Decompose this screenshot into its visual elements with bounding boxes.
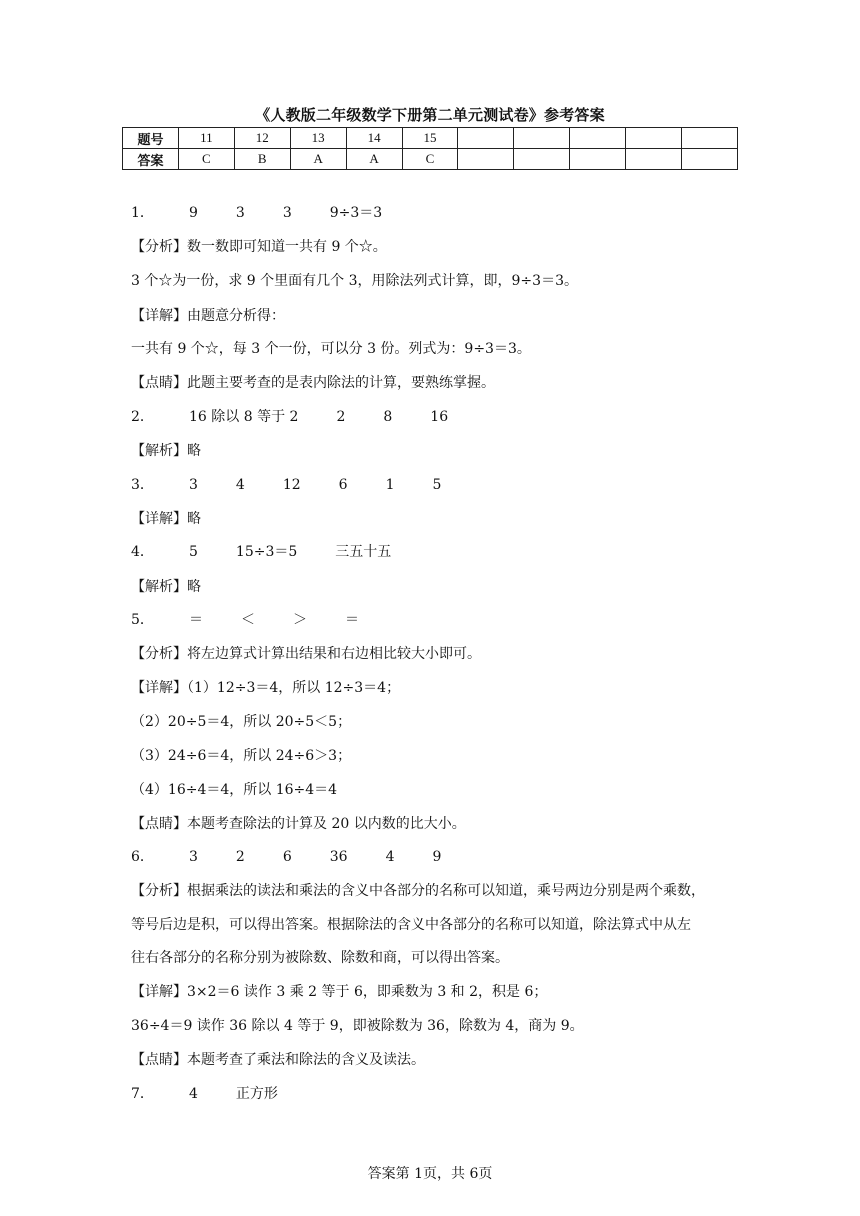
answer-value: 9 [432, 849, 442, 865]
answer-value: 15÷3＝5 [235, 544, 298, 560]
answer-value: 1 [385, 477, 395, 493]
answer-value: 2 [336, 409, 346, 425]
q6-number: 6． [131, 849, 154, 865]
q3-answer-line [131, 475, 479, 495]
q1-number: 1． [131, 205, 154, 221]
table-cell: C [178, 149, 234, 170]
answer-value: 4 [385, 849, 395, 865]
table-cell [514, 128, 570, 149]
q6-answer-line [131, 847, 479, 867]
q5-detail-2: （2）20÷5＝4，所以 20÷5＜5； [131, 714, 352, 730]
answer-value: ＝ [345, 612, 359, 628]
answer-value: 3 [189, 477, 198, 493]
answer-value: 3 [189, 849, 198, 865]
q4-number: 4． [131, 544, 154, 560]
table-cell: 14 [346, 128, 402, 149]
q4-analysis: 【解析】略 [131, 579, 201, 595]
answer-value: 8 [383, 409, 393, 425]
page-footer: 答案第 1页，共 6页 [367, 1166, 493, 1182]
table-cell [458, 149, 514, 170]
q3-number: 3． [131, 477, 154, 493]
q2-answer-line [131, 407, 486, 427]
q4-answer-line [131, 542, 429, 562]
table-cell: C [402, 149, 458, 170]
answer-value: 12 [282, 477, 301, 493]
answer-value: 16 [430, 409, 449, 425]
answer-value: 3 [235, 205, 245, 221]
answer-value: 3 [282, 205, 292, 221]
page-title: 《人教版二年级数学下册第二单元测试卷》参考答案 [255, 106, 605, 124]
q5-analysis: 【分析】将左边算式计算出结果和右边相比较大小即可。 [131, 646, 481, 662]
answer-value: 9÷3＝3 [329, 205, 383, 221]
q2-analysis: 【解析】略 [131, 443, 201, 459]
row-label: 答案 [123, 149, 179, 170]
table-cell: 11 [178, 128, 234, 149]
table-cell [682, 128, 738, 149]
answer-value: ＜ [241, 612, 255, 628]
answer-value: ＞ [293, 612, 307, 628]
table-cell [570, 128, 626, 149]
q6-detail-1: 【详解】3×2＝6 读作 3 乘 2 等于 6，即乘数为 3 和 2，积是 6； [131, 984, 548, 1000]
q1-analysis: 【分析】数一数即可知道一共有 9 个☆。 [131, 239, 387, 255]
answer-value: 9 [189, 205, 198, 221]
q6-comment: 【点睛】本题考查了乘法和除法的含义及读法。 [131, 1052, 425, 1068]
q5-answer-line [131, 610, 397, 630]
answer-value: 4 [235, 477, 245, 493]
answer-value: 正方形 [235, 1086, 278, 1102]
q1-detail-cont: 一共有 9 个☆，每 3 个一份，可以分 3 份。列式为：9÷3＝3。 [131, 341, 531, 357]
table-row [123, 128, 738, 149]
q6-detail-2: 36÷4＝9 读作 36 除以 4 等于 9，即被除数为 36，除数为 4，商为 9。 [131, 1018, 584, 1034]
answer-value: ＝ [189, 612, 203, 628]
q3-detail: 【详解】略 [131, 511, 201, 527]
answer-value: 5 [432, 477, 442, 493]
answer-value: 6 [338, 477, 348, 493]
table-cell: 13 [290, 128, 346, 149]
table-cell: 15 [402, 128, 458, 149]
table-cell [682, 149, 738, 170]
q7-number: 7． [131, 1086, 154, 1102]
q1-detail: 【详解】由题意分析得： [131, 308, 285, 324]
answer-value: 6 [282, 849, 292, 865]
table-row [123, 149, 738, 170]
q5-detail-4: （4）16÷4＝4，所以 16÷4＝4 [131, 782, 338, 798]
q6-analysis-1: 【分析】根据乘法的读法和乘法的含义中各部分的名称可以知道，乘号两边分别是两个乘数， [131, 883, 705, 899]
q6-analysis-3: 往右各部分的名称分别为被除数、除数和商，可以得出答案。 [131, 950, 509, 966]
row-label: 题号 [123, 128, 179, 149]
table-cell [458, 128, 514, 149]
q1-comment: 【点睛】此题主要考查的是表内除法的计算，要熟练掌握。 [131, 375, 495, 391]
q2-number: 2． [131, 409, 154, 425]
q6-analysis-2: 等号后边是积，可以得出答案。根据除法的含义中各部分的名称可以知道，除法算式中从左 [131, 917, 691, 933]
q5-detail-1: 【详解】（1）12÷3＝4，所以 12÷3＝4； [131, 680, 401, 696]
table-cell: A [290, 149, 346, 170]
answer-value: 2 [235, 849, 245, 865]
table-cell: A [346, 149, 402, 170]
table-cell [570, 149, 626, 170]
table-cell: B [234, 149, 290, 170]
q5-detail-3: （3）24÷6＝4，所以 24÷6＞3； [131, 748, 352, 764]
answer-value: 36 [329, 849, 348, 865]
table-cell: 12 [234, 128, 290, 149]
table-cell [626, 128, 682, 149]
answer-value: 三五十五 [335, 544, 392, 560]
table-cell [514, 149, 570, 170]
q1-answer-line [131, 203, 420, 223]
answer-value: 4 [189, 1086, 198, 1102]
answer-value: 16 除以 8 等于 2 [189, 409, 299, 425]
table-cell [626, 149, 682, 170]
q1-analysis-cont: 3 个☆为一份，求 9 个里面有几个 3，用除法列式计算，即，9÷3＝3。 [131, 273, 578, 289]
answer-value: 5 [189, 544, 198, 560]
q5-comment: 【点睛】本题考查除法的计算及 20 以内数的比大小。 [131, 816, 466, 832]
q5-number: 5． [131, 612, 154, 628]
q7-answer-line [131, 1084, 316, 1104]
answer-table [122, 127, 738, 170]
